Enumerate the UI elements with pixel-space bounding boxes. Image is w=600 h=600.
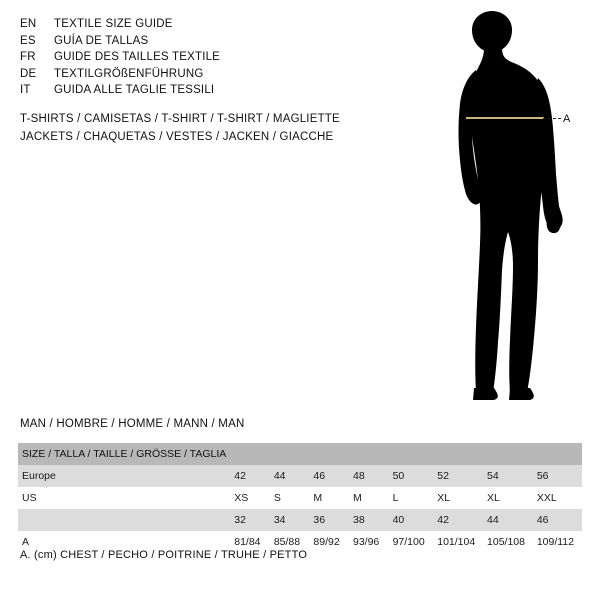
cell-europe-1: 42 <box>230 465 270 487</box>
language-text-de: TEXTILGRÖßENFÜHRUNG <box>54 67 204 80</box>
cell-a-4: 93/96 <box>349 531 389 553</box>
cell-numeric-5: 40 <box>389 509 434 531</box>
cell-numeric-3: 36 <box>309 509 349 531</box>
footnote-chest-measurement: A. (cm) CHEST / PECHO / POITRINE / TRUHE / PETTO <box>20 549 308 561</box>
category-tshirts: T-SHIRTS / CAMISETAS / T-SHIRT / T-SHIRT / MAGLIETTE <box>20 113 340 125</box>
cell-europe-2: 44 <box>270 465 310 487</box>
cell-numeric-1: 32 <box>230 509 270 531</box>
language-header-block <box>20 16 400 99</box>
cell-numeric-8: 46 <box>533 509 582 531</box>
language-row-es <box>20 33 400 50</box>
cell-europe-4: 48 <box>349 465 389 487</box>
language-text-es: GUÍA DE TALLAS <box>54 34 149 47</box>
table-title-man: MAN / HOMBRE / HOMME / MANN / MAN <box>20 418 245 430</box>
row-label-numeric <box>18 509 230 531</box>
language-row-de <box>20 66 400 83</box>
table-row <box>18 509 582 531</box>
cell-a-3: 89/92 <box>309 531 349 553</box>
language-text-fr: GUIDE DES TAILLES TEXTILE <box>54 51 221 63</box>
cell-a-7: 105/108 <box>483 531 533 553</box>
table-header-spacer-6 <box>433 443 483 465</box>
cell-a-6: 101/104 <box>433 531 483 553</box>
table-row <box>18 487 582 509</box>
table-header-spacer-7 <box>483 443 533 465</box>
cell-numeric-6: 42 <box>433 509 483 531</box>
cell-a-8: 109/112 <box>533 531 582 553</box>
cell-europe-6: 52 <box>433 465 483 487</box>
cell-numeric-2: 34 <box>270 509 310 531</box>
row-label-us: US <box>18 487 230 509</box>
table-row <box>18 465 582 487</box>
cell-us-2: S <box>270 487 310 509</box>
male-silhouette-figure <box>410 8 590 408</box>
cell-a-1: 81/84 <box>230 531 270 553</box>
language-code-it: IT <box>20 84 31 96</box>
language-code-de: DE <box>20 67 37 80</box>
silhouette-icon <box>410 8 590 408</box>
table-header-row <box>18 443 582 465</box>
cell-us-3: M <box>309 487 349 509</box>
cell-us-1: XS <box>230 487 270 509</box>
garment-category-list <box>20 110 420 146</box>
language-row-it <box>20 82 400 99</box>
language-row-fr <box>20 49 400 66</box>
table-header-spacer-2 <box>270 443 310 465</box>
cell-us-8: XXL <box>533 487 582 509</box>
cell-numeric-4: 38 <box>349 509 389 531</box>
row-label-a: A <box>18 531 230 553</box>
cell-europe-3: 46 <box>309 465 349 487</box>
table-header-spacer-3 <box>309 443 349 465</box>
language-code-fr: FR <box>20 51 36 63</box>
table-header-spacer-4 <box>349 443 389 465</box>
language-code-en: EN <box>20 18 37 30</box>
table-header-spacer-8 <box>533 443 582 465</box>
cell-numeric-7: 44 <box>483 509 533 531</box>
cell-a-2: 85/88 <box>270 531 310 553</box>
language-text-it: GUIDA ALLE TAGLIE TESSILI <box>54 84 215 96</box>
cell-europe-7: 54 <box>483 465 533 487</box>
row-label-europe: Europe <box>18 465 230 487</box>
category-jackets: JACKETS / CHAQUETAS / VESTES / JACKEN / GIACCHE <box>20 131 334 143</box>
cell-us-6: XL <box>433 487 483 509</box>
size-table <box>18 443 582 553</box>
table-header-spacer-5 <box>389 443 434 465</box>
language-text-en: TEXTILE SIZE GUIDE <box>54 18 173 30</box>
language-row-en <box>20 16 400 33</box>
cell-us-7: XL <box>483 487 533 509</box>
language-code-es: ES <box>20 34 36 47</box>
callout-dash-line <box>543 118 561 120</box>
table-header-spacer-1 <box>230 443 270 465</box>
cell-us-4: M <box>349 487 389 509</box>
cell-us-5: L <box>389 487 434 509</box>
cell-europe-8: 56 <box>533 465 582 487</box>
cell-europe-5: 50 <box>389 465 434 487</box>
table-header-label: SIZE / TALLA / TAILLE / GRÖSSE / TAGLIA <box>18 443 230 465</box>
callout-label-a: A <box>563 113 571 125</box>
cell-a-5: 97/100 <box>389 531 434 553</box>
